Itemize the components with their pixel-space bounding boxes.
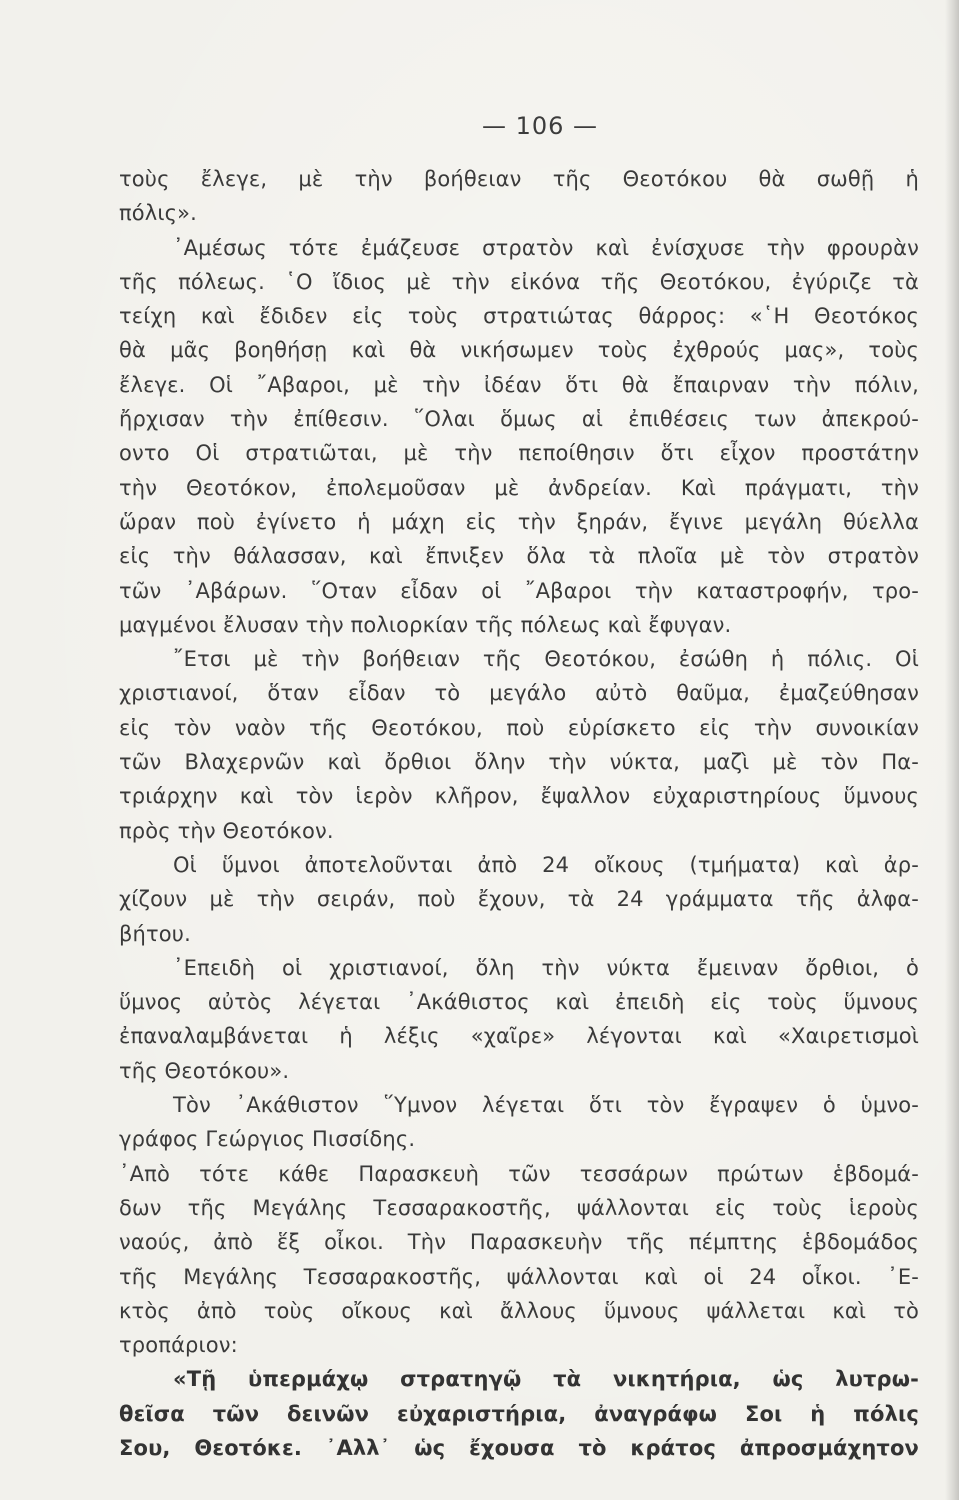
text-line: ῎Ετσι μὲ τὴν βοήθειαν τῆς Θεοτόκου, ἐσώθη ἡ πόλις. Οἱ [173, 647, 919, 672]
text-line: βήτου. [119, 921, 191, 946]
text-line: εἰς τὴν θάλασσαν, καὶ ἔπνιξεν ὅλα τὰ πλοῖα μὲ τὸν στρατὸν [119, 544, 919, 569]
text-line: ὕμνος αὐτὸς λέγεται ᾿Ακάθιστος καὶ ἐπειδὴ εἰς τοὺς ὕμνους [119, 990, 919, 1015]
text-line: τῆς πόλεως. ῾Ο ἴδιος μὲ τὴν εἰκόνα τῆς Θεοτόκου, ἐγύριζε τὰ [119, 269, 919, 294]
text-line: ἤρχισαν τὴν ἐπίθεσιν. ῞Ολαι ὅμως αἱ ἐπιθέσεις των ἀπεκρού- [119, 407, 919, 432]
body-text [119, 162, 919, 1465]
text-line: ὥραν ποὺ ἐγίνετο ἡ μάχη εἰς τὴν ξηράν, ἔγινε μεγάλη θύελλα [119, 509, 919, 534]
text-line: δων τῆς Μεγάλης Τεσσαρακοστῆς, ψάλλονται εἰς τοὺς ἱεροὺς [119, 1195, 919, 1220]
text-line: τῶν ᾿Αβάρων. ῞Οταν εἶδαν οἱ ῎Αβαροι τὴν καταστροφήν, τρο- [119, 578, 919, 603]
text-line: ᾿Αμέσως τότε ἐμάζευσε στρατὸν καὶ ἐνίσχυσε τὴν φρουρὰν [173, 235, 919, 260]
text-line: τριάρχην καὶ τὸν ἱερὸν κλῆρον, ἔψαλλον εὐχαριστηρίους ὕμνους [119, 784, 919, 809]
text-line: ἔλεγε. Οἱ ῎Αβαροι, μὲ τὴν ἰδέαν ὅτι θὰ ἔπαιρναν τὴν πόλιν, [119, 372, 919, 397]
text-line: ναούς, ἀπὸ ἕξ οἶκοι. Τὴν Παρασκευὴν τῆς πέμπτης ἑβδομάδος [119, 1230, 919, 1255]
text-line: χριστιανοί, ὅταν εἶδαν τὸ μεγάλο αὐτὸ θαῦμα, ἐμαζεύθησαν [119, 681, 919, 706]
text-line: θὰ μᾶς βοηθήσῃ καὶ θὰ νικήσωμεν τοὺς ἐχθρούς μας», τοὺς [119, 338, 919, 363]
text-line: «Τῇ ὑπερμάχῳ στρατηγῷ τὰ νικητήρια, ὡς λυτρω- [173, 1367, 919, 1392]
text-line: χίζουν μὲ τὴν σειράν, ποὺ ἔχουν, τὰ 24 γράμματα τῆς ἀλφα- [119, 887, 919, 912]
text-line: μαγμένοι ἔλυσαν τὴν πολιορκίαν τῆς πόλεως καὶ ἔφυγαν. [119, 612, 732, 637]
text-line: Τὸν ᾿Ακάθιστον ῞Υμνον λέγεται ὅτι τὸν ἔγραψεν ὁ ὑμνο- [173, 1093, 919, 1118]
text-line: τοὺς ἔλεγε, μὲ τὴν βοήθειαν τῆς Θεοτόκου θὰ σωθῇ ἡ [119, 167, 919, 191]
text-line: ᾿Απὸ τότε κάθε Παρασκευὴ τῶν τεσσάρων πρώτων ἑβδομά- [119, 1161, 919, 1186]
text-line: γράφος Γεώργιος Πισσίδης. [119, 1127, 416, 1152]
text-line: κτὸς ἀπὸ τοὺς οἴκους καὶ ἄλλους ὕμνους ψάλλεται καὶ τὸ [119, 1298, 919, 1323]
text-line: Οἱ ὕμνοι ἀποτελοῦνται ἀπὸ 24 οἴκους (τμήματα) καὶ ἀρ- [173, 852, 919, 877]
text-line: τῶν Βλαχερνῶν καὶ ὄρθιοι ὅλην τὴν νύκτα, μαζὶ μὲ τὸν Πα- [119, 750, 919, 775]
text-line: εἰς τὸν ναὸν τῆς Θεοτόκου, ποὺ εὑρίσκετο εἰς τὴν συνοικίαν [119, 715, 919, 740]
text-line: πόλις». [119, 201, 197, 226]
text-line: τῆς Μεγάλης Τεσσαρακοστῆς, ψάλλονται καὶ οἱ 24 οἶκοι. ᾿Ε- [119, 1264, 919, 1289]
text-line: τὴν Θεοτόκον, ἐπολεμοῦσαν μὲ ἀνδρείαν. Καὶ πράγματι, τὴν [119, 475, 919, 500]
page-number: — 106 — [481, 112, 599, 140]
text-line: Σου, Θεοτόκε. ᾿Αλλ᾿ ὡς ἔχουσα τὸ κράτος ἀπροσμάχητον [119, 1435, 919, 1460]
text-line: πρὸς τὴν Θεοτόκον. [119, 818, 334, 843]
text-line: οντο Οἱ στρατιῶται, μὲ τὴν πεποίθησιν ὅτι εἶχον προστάτην [119, 441, 919, 466]
text-line: ᾿Επειδὴ οἱ χριστιανοί, ὅλη τὴν νύκτα ἔμειναν ὄρθιοι, ὁ [173, 955, 919, 980]
text-line: τείχη καὶ ἔδιδεν εἰς τοὺς στρατιώτας θάρρος: «῾Η Θεοτόκος [119, 304, 919, 329]
text-line: ἐπαναλαμβάνεται ἡ λέξις «χαῖρε» λέγονται καὶ «Χαιρετισμοὶ [119, 1024, 919, 1049]
page-edge-shadow [945, 0, 959, 1500]
text-line: τῆς Θεοτόκου». [119, 1058, 290, 1083]
text-line: τροπάριον: [119, 1333, 238, 1358]
text-line: θεῖσα τῶν δεινῶν εὐχαριστήρια, ἀναγράφω Σοι ἡ πόλις [119, 1401, 919, 1426]
